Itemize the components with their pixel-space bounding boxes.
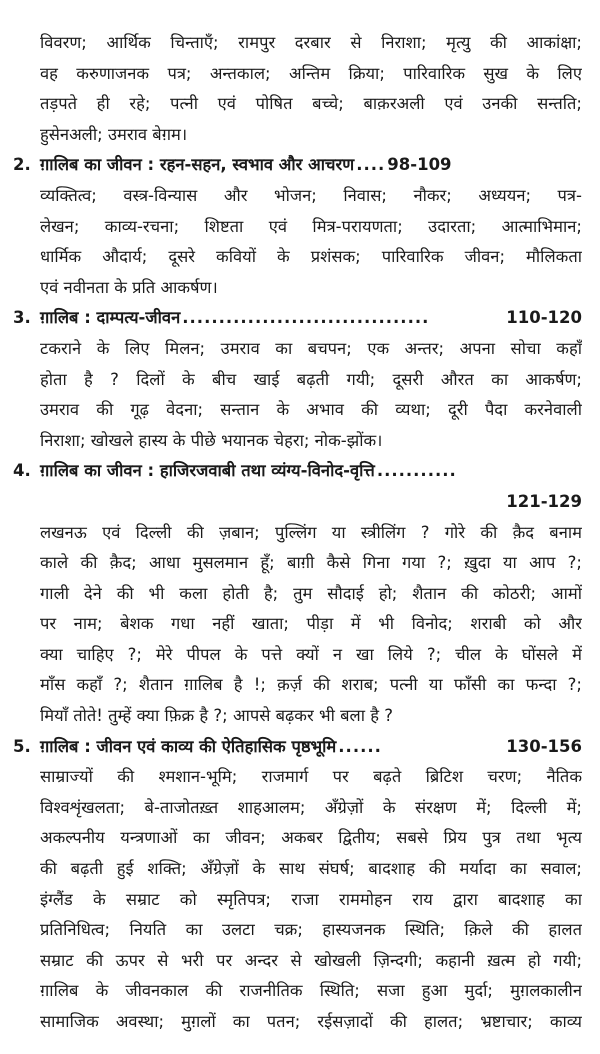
section-number: 5. [13,736,31,756]
section-5 [13,732,582,1038]
text-line: की बढ़ती हुई शक्ति; अँग्रेज़ों के साथ संघर्ष; बादशाह की मर्यादा का सवाल; [40,859,582,879]
text-line: काले की क़ैद; आधा मुसलमान हूँ; बाग़ी कैसे गिना गया ?; ख़ुदा या आप ?; [40,553,582,573]
section-title: ग़ालिब : दाम्पत्य-जीवन [40,308,181,328]
leader-dots: .... [356,155,386,175]
text-line: पर नाम; बेशक गधा नहीं खाता; पीड़ा में भी विनोद; शराबी को और [40,614,582,634]
page-range: 130-156 [506,736,582,756]
text-line: लेखन; काव्य-रचना; शिष्टता एवं मित्र-परायणता; उदारता; आत्माभिमान; [40,216,582,236]
text-line: तड़पते ही रहे; पत्नी एवं पोषित बच्चे; बाक़रअली एवं उनकी सन्तति; [40,94,582,114]
text-line: विश्वशृंखलता; बे-ताजोतख़्त शाहआलम; अँग्रेज़ों के संरक्षण में; दिल्ली में; [40,797,582,817]
leader-dots: ...... [338,736,382,756]
text-line: सम्राट की ऊपर से भरी पर अन्दर से खोखली ज़िन्दगी; कहानी ख़त्म हो गयी; [40,950,582,970]
text-line: मियाँ तोते! तुम्हें क्या फ़िक्र है ?; आपसे बढ़कर भी बला है ? [40,706,393,726]
leader-dots: .................................. [182,308,430,328]
intro-block [40,28,582,150]
section-number: 2. [13,155,31,175]
page-range: 121-129 [506,491,582,511]
text-line: साम्राज्यों की श्मशान-भूमि; राजमार्ग पर बढ़ते ब्रिटिश चरण; नैतिक [40,767,582,787]
page-range: 98-109 [387,155,452,175]
text-line: अकल्पनीय यन्त्रणाओं का जीवन; अकबर द्वितीय; सबसे प्रिय पुत्र तथा भृत्य [40,828,582,848]
text-line: एवं नवीनता के प्रति आकर्षण। [40,277,218,297]
text-line: व्यक्तित्व; वस्त्र-विन्यास और भोजन; निवास; नौकर; अध्ययन; पत्र- [40,185,582,205]
text-line: लखनऊ एवं दिल्ली की ज़बान; पुल्लिंग या स्त्रीलिंग ? गोरे की क़ैद बनाम [40,522,582,542]
section-heading [13,303,582,334]
section-heading [13,732,582,763]
text-line: गाली देने की भी कला होती है; तुम सौदाई हो; शैतान की कोठरी; आमों [40,583,582,603]
section-number: 3. [13,308,31,328]
section-4 [13,456,582,731]
text-line: वह करुणाजनक पत्र; अन्तकाल; अन्तिम क्रिया; पारिवारिक सुख के लिए [40,63,582,83]
leader-dots: ........... [376,461,457,481]
text-line: प्रतिनिधित्व; नियति का उलटा चक्र; हास्यजनक स्थिति; क़िले की हालत [40,920,582,940]
section-2 [13,150,582,303]
section-title: ग़ालिब का जीवन : रहन-सहन, स्वभाव और आचरण [40,155,355,175]
section-heading [13,456,582,487]
text-line: टकराने के लिए मिलन; उमराव का बचपन; एक अन्तर; अपना सोचा कहाँ [40,338,582,358]
section-3 [13,303,582,456]
text-line: विवरण; आर्थिक चिन्ताएँ; रामपुर दरबार से निराशा; मृत्यु की आकांक्षा; [40,33,582,52]
text-line: होता है ? दिलों के बीच खाई बढ़ती गयी; दूसरी औरत का आकर्षण; [40,369,582,389]
text-line: माँस कहाँ ?; शैतान ग़ालिब है !; क़र्ज़ की शराब; पत्नी या फाँसी का फन्दा ?; [40,675,582,695]
text-line: हुसेनअली; उमराव बेग़म। [40,124,188,144]
text-line: ग़ालिब के जीवनकाल की राजनीतिक स्थिति; सजा हुआ मुर्दा; मुग़लकालीन [40,981,582,1001]
text-line: उमराव की गूढ़ वेदना; सन्तान के अभाव की व्यथा; दूरी पैदा करनेवाली [40,400,582,420]
section-title: ग़ालिब : जीवन एवं काव्य की ऐतिहासिक पृष्ठभूमि [40,736,337,756]
text-line: सामाजिक अवस्था; मुग़लों का पतन; रईसज़ादों की हालत; भ्रष्टाचार; काव्य [40,1012,582,1031]
page-range: 110-120 [506,308,582,328]
text-line: इंग्लैंड के सम्राट को स्मृतिपत्र; राजा राममोहन राय द्वारा बादशाह का [40,889,582,909]
text-line: क्या चाहिए ?; मेरे पीपल के पत्ते क्यों न खा लिये ?; चील के घोंसले में [40,644,582,664]
section-title: ग़ालिब का जीवन : हाजिरजवाबी तथा व्यंग्य-विनोद-वृत्ति [40,461,375,481]
text-line: धार्मिक औदार्य; दूसरे कवियों के प्रशंसक; पारिवारिक जीवन; मौलिकता [40,247,582,267]
section-heading [13,150,582,181]
section-number: 4. [13,461,31,481]
text-line: निराशा; खोखले हास्य के पीछे भयानक चेहरा; नोक-झोंक। [40,430,383,450]
